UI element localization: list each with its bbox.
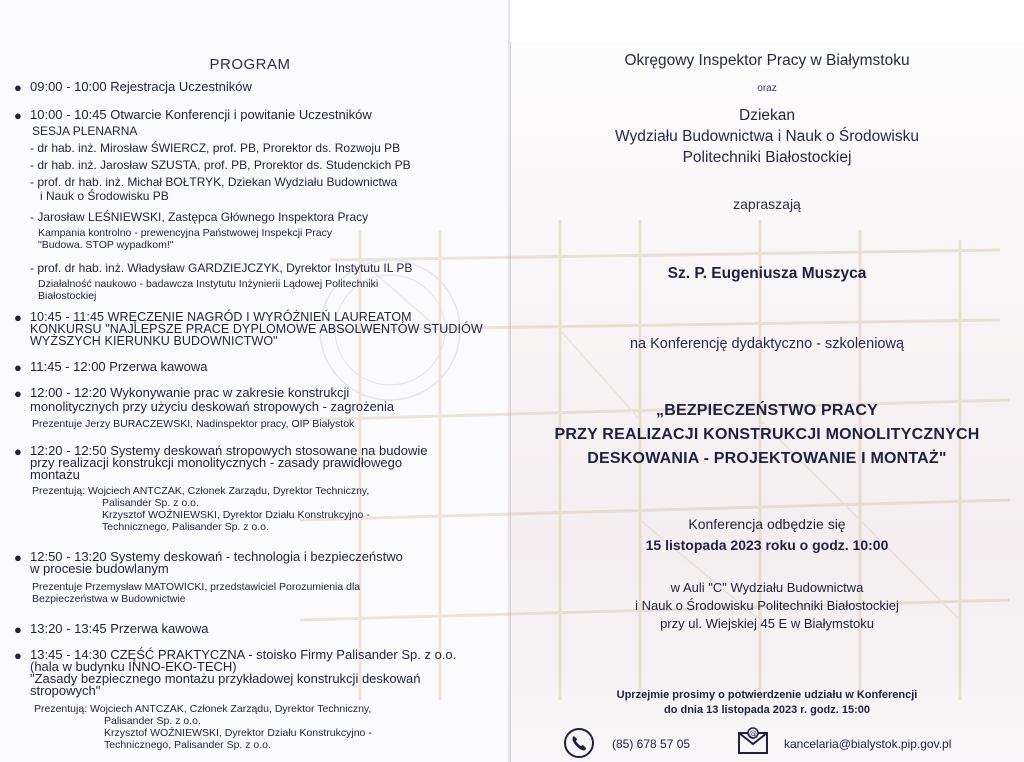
agenda-item-text: 13:20 - 13:45 Przerwa kawowa — [30, 621, 209, 636]
agenda-item-text: 13:45 - 14:30 CZĘŚĆ PRAKTYCZNA - stoisko Firmy Palisander Sp. z o.o. — [30, 647, 457, 662]
phone-number[interactable]: (85) 678 57 05 — [612, 737, 691, 751]
speaker-line: - dr hab. inż. Jarosław SZUSTA, prof. PB, Prorektor ds. Studenckich PB — [30, 158, 411, 172]
envelope-at-icon — [736, 725, 770, 757]
presenter-line: Prezentuje Jerzy BURACZEWSKI, Nadinspektor pracy, OIP Białystok — [32, 418, 355, 430]
topic-line: DESKOWANIA - PROJEKTOWANIE I MONTAŻ" — [587, 450, 947, 467]
topic-line: „BEZPIECZEŃSTWO PRACY — [656, 402, 878, 419]
bullet-icon: ● — [14, 622, 22, 637]
conference-line: na Konferencję dydaktyczno - szkoleniową — [629, 336, 905, 352]
agenda-item-text: montażu — [30, 467, 80, 482]
bullet-icon: ● — [14, 648, 22, 663]
presenter-line: Palisander Sp. z o.o. — [102, 497, 199, 509]
agenda-item-text: 12:00 - 12:20 Wykonywanie prac w zakresie konstrukcji — [30, 385, 350, 400]
presenter-line: Krzysztof WOŹNIEWSKI, Dyrektor Działu Konstrukcyjno - — [102, 509, 370, 521]
agenda-item-text: (hala w budynku INNO-EKO-TECH) — [30, 659, 237, 674]
program-title: PROGRAM — [209, 56, 291, 73]
presenter-line: Prezentują: Wojciech ANTCZAK, Członek Zarządu, Dyrektor Techniczny, — [34, 703, 372, 715]
venue-line: w Auli "C" Wydziału Budownictwa — [670, 580, 864, 595]
speaker-note: Działalność naukowo - badawcza Instytutu Inżynierii Lądowej Politechniki — [38, 278, 379, 290]
agenda-item-text: 10:45 - 11:45 WRĘCZENIE NAGRÓD I WYRÓŻNIEŃ LAUREATOM — [30, 310, 412, 324]
speaker-note: Kampania kontrolno - prewencyjna Państwowej Inspekcji Pracy — [38, 227, 333, 239]
presenter-line: Bezpieczeństwa w Budownictwie — [32, 593, 186, 605]
presenter-line: Krzysztof WOŹNIEWSKI, Dyrektor Działu Konstrukcyjno - — [104, 727, 372, 739]
speaker-note: "Budowa. STOP wypadkom!" — [38, 239, 174, 251]
venue-line: przy ul. Wiejskiej 45 E w Białymstoku — [660, 616, 874, 631]
bullet-icon: ● — [14, 80, 22, 95]
inspector-line: Okręgowy Inspektor Pracy w Białymstoku — [624, 52, 910, 69]
agenda-item-text: monolitycznych przy użyciu deskowań stropowych - zagrożenia — [30, 399, 395, 414]
rsvp-line: Uprzejmie prosimy o potwierdzenie udziału w Konferencji — [616, 689, 918, 701]
agenda-item-text: 11:45 - 12:00 Przerwa kawowa — [30, 359, 208, 374]
agenda-item-text: 09:00 - 10:00 Rejestracja Uczestników — [30, 79, 252, 94]
presenter-line: Technicznego, Palisander Sp. z o.o. — [102, 521, 269, 533]
phone-icon — [563, 727, 595, 759]
agenda-item-text: stropowych" — [30, 683, 101, 698]
bullet-icon: ● — [14, 444, 22, 459]
venue-line: i Nauk o Środowisku Politechniki Białostockiej — [635, 598, 899, 613]
bullet-icon: ● — [14, 310, 22, 325]
speaker-line: - prof. dr hab. inż. Władysław GARDZIEJCZYK, Dyrektor Instytutu IL PB — [30, 261, 413, 275]
and-line: oraz — [757, 83, 777, 94]
bullet-icon: ● — [14, 108, 22, 123]
presenter-line: Prezentują: Wojciech ANTCZAK, Członek Zarządu, Dyrektor Techniczny, — [32, 485, 370, 497]
agenda-item-text: przy realizacji konstrukcji monolitycznych - zasady prawidłowego — [30, 455, 403, 470]
dean-line: Politechniki Białostockiej — [682, 149, 852, 166]
svg-text:@: @ — [749, 729, 757, 738]
speaker-line: - prof. dr hab. inż. Michał BOŁTRYK, Dziekan Wydziału Budownictwa — [30, 175, 398, 189]
speaker-note: Białostockiej — [38, 290, 97, 302]
dean-line: Wydziału Budownictwa i Nauk o Środowisku — [615, 128, 919, 145]
bullet-icon: ● — [14, 360, 22, 375]
agenda-item-text: 12:50 - 13:20 Systemy deskowań - technologia i bezpieczeństwo — [30, 549, 403, 564]
dean-line: Dziekan — [739, 107, 795, 124]
agenda-item-text: 10:00 - 10:45 Otwarcie Konferencji i powitanie Uczestników — [30, 107, 372, 122]
invite-line: zapraszają — [733, 196, 801, 212]
email-address[interactable]: kancelaria@bialystok.pip.gov.pl — [784, 737, 952, 751]
agenda-item-text: KONKURSU "NAJLEPSZE PRACE DYPLOMOWE ABSOLWENTÓW STUDIÓW — [30, 322, 483, 336]
topic-line: PRZY REALIZACJI KONSTRUKCJI MONOLITYCZNYCH — [554, 426, 980, 443]
presenter-line: Technicznego, Palisander Sp. z o.o. — [104, 739, 271, 751]
speaker-line: i Nauk o Środowisku PB — [40, 189, 169, 203]
presenter-line: Prezentuje Przemysław MATOWICKI, przedstawiciel Porozumienia dla — [32, 581, 361, 593]
bullet-icon: ● — [14, 386, 22, 401]
agenda-item-text: w procesie budowlanym — [30, 561, 169, 576]
speaker-line: - dr hab. inż. Mirosław ŚWIERCZ, prof. PB, Prorektor ds. Rozwoju PB — [30, 141, 401, 155]
bullet-icon: ● — [14, 550, 22, 565]
date-intro: Konferencja odbędzie się — [688, 516, 846, 532]
agenda-item-text: "Zasady bezpiecznego montażu przykładowej konstrukcji deskowań — [30, 671, 421, 686]
agenda-item-text: 12:20 - 12:50 Systemy deskowań stropowych stosowane na budowie — [30, 443, 428, 458]
date-line: 15 listopada 2023 roku o godz. 10:00 — [645, 537, 889, 553]
guest-name: Sz. P. Eugeniusza Muszyca — [667, 265, 867, 282]
presenter-line: Palisander Sp. z o.o. — [104, 715, 201, 727]
rsvp-line: do dnia 13 listopada 2023 r. godz. 15:00 — [663, 704, 870, 716]
agenda-item-text: WYŻSZYCH KIERUNKU BUDOWNICTWO" — [30, 334, 278, 348]
speaker-line: - Jarosław LEŚNIEWSKI, Zastępca Głównego Inspektora Pracy — [30, 210, 369, 224]
session-label: SESJA PLENARNA — [32, 124, 138, 138]
